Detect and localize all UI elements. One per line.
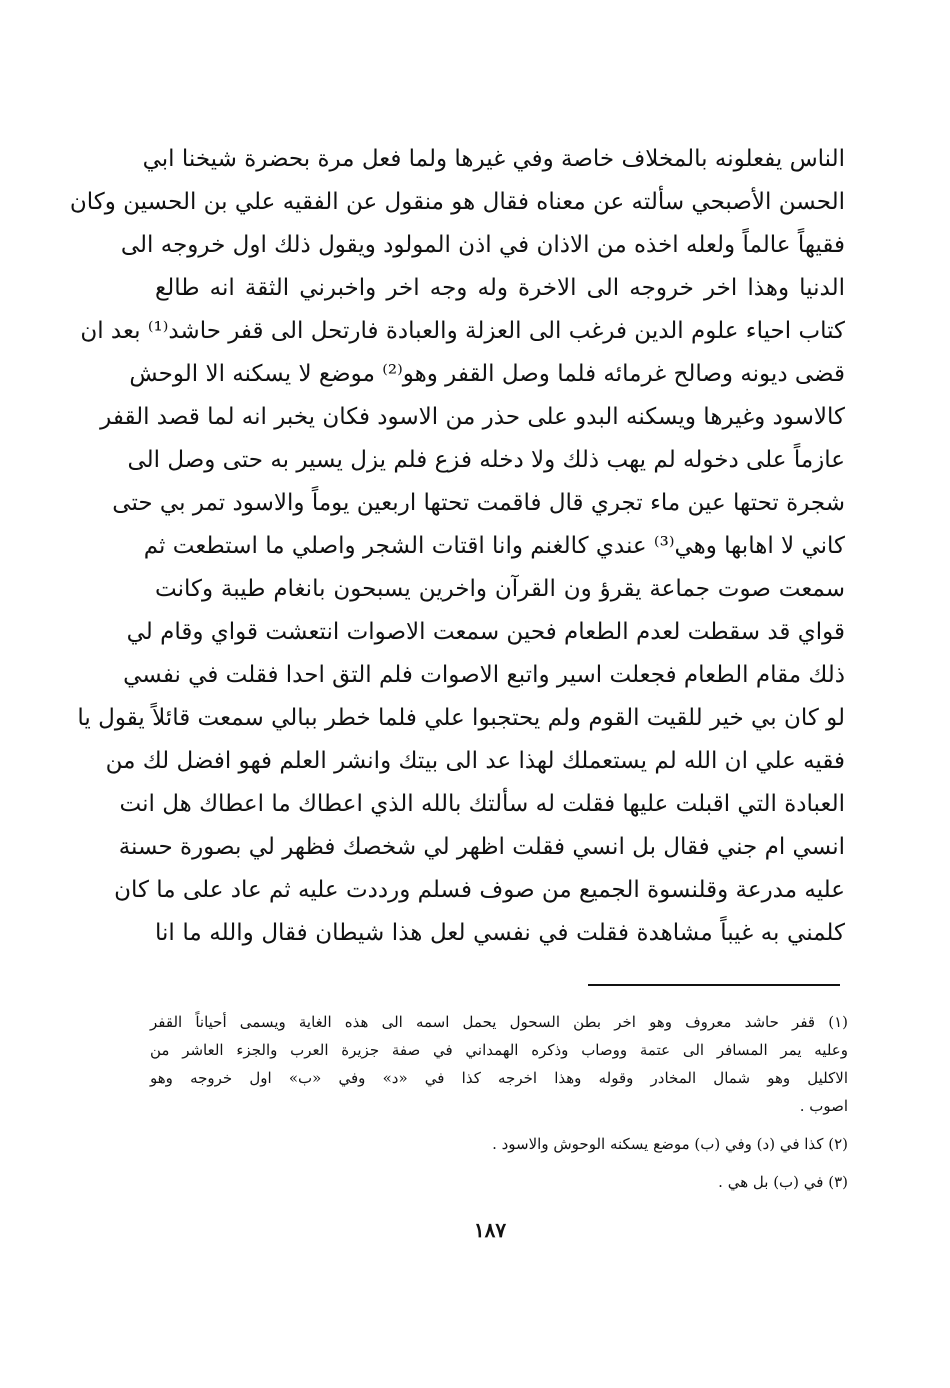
footnote-2: (٢) كذا في (د) وفي (ب) موضع يسكنه الوحوش والاسود . bbox=[492, 1135, 848, 1153]
body-line: كاني لا اهابها وهي⁽³⁾ عندي كالغنم وانا اقتات الشجر واصلي ما استطعت ثم bbox=[143, 533, 845, 559]
footnote-line: الاكليل وهو شمال المخادر وقوله وهذا اخرجه كذا في «د» وفي «ب» اول خروجه وهو bbox=[150, 1069, 848, 1087]
body-line: سمعت صوت جماعة يقرؤ ون القرآن واخرين يسبحون بانغام طيبة وكانت bbox=[155, 576, 845, 602]
body-line: الدنيا وهذا اخر خروجه الى الاخرة وله وجه اخر واخبرني الثقة انه طالع bbox=[155, 275, 845, 301]
body-line: انسي ام جني فقال بل انسي فقلت اظهر لي شخصك فظهر لي بصورة حسنة bbox=[118, 834, 845, 860]
footnote-line: اصوب . bbox=[799, 1097, 848, 1115]
footnote-separator bbox=[588, 984, 840, 986]
footnote-3: (٣) في (ب) بل هي . bbox=[718, 1173, 848, 1191]
body-line: عليه مدرعة وقلنسوة الجميع من صوف فسلم ورددت عليه ثم عاد على ما كان bbox=[114, 877, 845, 903]
body-line: شجرة تحتها عين ماء تجري قال فاقمت تحتها اربعين يوماً والاسود تمر بي حتى bbox=[112, 490, 845, 516]
page-number: ١٨٧ bbox=[473, 1218, 507, 1242]
footnote-line: (١) قفر حاشد معروف وهو اخر بطن السحول يحمل اسمه الى هذه الغاية ويسمى أحياناً القفر bbox=[150, 1013, 848, 1031]
footnotes bbox=[150, 1008, 848, 1196]
footnote-gap bbox=[150, 1120, 848, 1130]
body-line: فقيهاً عالماً ولعله اخذه من الاذان في اذن المولود ويقول ذلك اول خروجه الى bbox=[120, 232, 845, 258]
body-line: الحسن الأصبحي سألته عن معناه فقال هو منقول عن الفقيه علي بن الحسين وكان bbox=[69, 189, 845, 215]
body-line: الناس يفعلونه بالمخلاف خاصة وفي غيرها ولما فعل مرة بحضرة شيخنا ابي bbox=[142, 146, 845, 172]
body-line: فقيه علي ان الله لم يستعملك لهذا عد الى بيتك وانشر العلم فهو افضل لك من bbox=[105, 748, 845, 774]
body-line: ذلك مقام الطعام فجعلت اسير واتبع الاصوات فلم التق احدا فقلت في نفسي bbox=[123, 662, 845, 688]
body-line: عازماً على دخوله لم يهب ذلك ولا دخله فزع فلم يزل يسير به حتى وصل الى bbox=[127, 447, 845, 473]
body-text bbox=[69, 138, 845, 955]
footnote-1 bbox=[150, 1008, 848, 1120]
body-line: كالاسود وغيرها ويسكنه البدو على حذر من الاسود فكان يخبر انه لما قصد القفر bbox=[100, 404, 845, 430]
body-line: قضى ديونه وصالح غرمائه فلما وصل القفر وهو⁽²⁾ موضع لا يسكنه الا الوحش bbox=[129, 361, 845, 387]
body-line: العبادة التي اقبلت عليها فقلت له سألتك بالله الذي اعطاك ما اعطاك هل انت bbox=[119, 791, 845, 817]
footnote-line: وعليه يمر المسافر الى عتمة ووصاب وذكره الهمداني في صفة جزيرة العرب والجزء العاشر من bbox=[150, 1041, 848, 1059]
body-line: كتاب احياء علوم الدين فرغب الى العزلة والعبادة فارتحل الى قفر حاشد⁽¹⁾ بعد ان bbox=[80, 318, 845, 344]
body-line: كلمني به غيباً مشاهدة فقلت في نفسي لعل هذا شيطان فقال والله ما انا bbox=[155, 920, 845, 946]
footnote-gap bbox=[150, 1158, 848, 1168]
body-line: قواي قد سقطت لعدم الطعام فحين سمعت الاصوات انتعشت قواي وقام لي bbox=[126, 619, 845, 645]
body-line: لو كان بي خير للقيت القوم ولم يحتجبوا علي فلما خطر ببالي سمعت قائلاً يقول يا bbox=[77, 705, 845, 731]
